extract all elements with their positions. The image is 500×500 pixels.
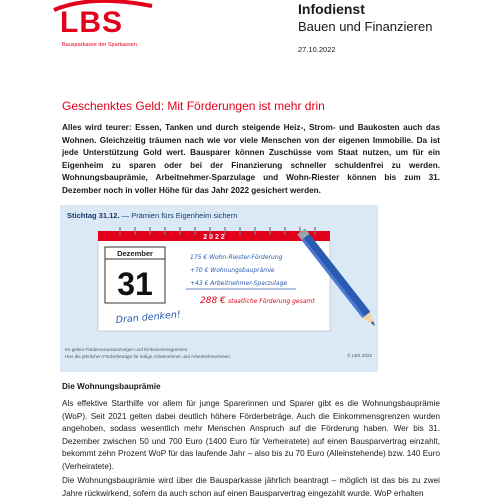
infographic-footnote-1: Es gelten Fördervoraussetzungen und Einkommensgrenzen.	[65, 347, 189, 352]
funding-line-riester: 175 € Wohn-Riester-Förderung	[190, 254, 283, 261]
infographic	[60, 205, 378, 372]
calendar-reminder: Dran denken!	[115, 309, 182, 326]
section-paragraph-2: Die Wohnungsbauprämie wird über die Bausparkasse jährlich beantragt – möglich ist das bis zu zwei Jahre rückwirkend, sofern da auch schon auf einen Bausparvertrag eingezahlt wurde. WoP erhalten	[62, 476, 440, 498]
article-headline: Geschenktes Geld: Mit Förderungen ist mehr drin	[62, 99, 325, 113]
logo-subtitle: Bausparkasse der Sparkassen	[62, 42, 137, 48]
header-date: 27.10.2022	[298, 45, 336, 54]
funding-total-label: staatliche Förderung gesamt	[228, 298, 315, 305]
infographic-footnote-2: Hier die jährlichen Förderbeträge für ledige Arbeitnehmer und Arbeitnehmerinnen.	[65, 354, 231, 359]
funding-line-wop: +70 € Wohnungsbauprämie	[190, 267, 275, 274]
calendar-day: 31	[117, 266, 153, 302]
calendar-year: 2 0 2 2	[203, 234, 225, 241]
section-heading: Die Wohnungsbauprämie	[62, 382, 161, 391]
logo-text: LBS	[60, 6, 123, 39]
infographic-footnote	[65, 346, 231, 360]
article-intro: Alles wird teurer: Essen, Tanken und durch steigende Heiz-, Strom- und Baukosten auch das Wohnen. Gleichzeitig träumen nach wie vor viele Menschen von der eigenen Immobilie. Da ist jede Unterstützung Gold wert. Bausparer können Zuschüsse vom Staat nutzen, um für ein Eigenheim zu sparen oder bei der Finanzierung schneller schuldenfrei zu werden. Wohnungsbauprämie, Arbeitnehmer-Sparzulage und Wohn-Riester können bis zum 31. Dezember noch in voller Höhe für das Jahr 2022 gesichert werden.	[62, 123, 440, 195]
infographic-title-date: Stichtag 31.12.	[67, 211, 120, 220]
funding-total-amount: 288 €	[200, 296, 226, 306]
header-title: Infodienst	[298, 1, 365, 17]
section-paragraph-1: Als effektive Starthilfe vor allem für junge Sparerinnen und Sparer gibt es die Wohnungsbauprämie (WoP). Seit 2021 gelten dabei deutlich höhere Förderbeträge. Auch die Einkommensgrenzen wurden angehoben, sodass wesentlich mehr Menschen Anspruch auf die Förderung haben. Wer bis 31. Dezember zwischen 50 und 700 Euro (1400 Euro für Verheiratete) auf einen Bausparvertrag einzahlt, bekommt zehn Prozent WoP für das laufende Jahr – also bis zu 70 Euro (Alleinstehende) bzw. 140 Euro (Verheiratete).	[62, 399, 440, 471]
funding-line-sparzulage: +43 € Arbeitnehmer-Sparzulage	[190, 280, 288, 287]
calendar-month: Dezember	[117, 249, 153, 258]
infographic-title-text: — Prämien fürs Eigenheim sichern	[119, 211, 238, 220]
header-subtitle: Bauen und Finanzieren	[298, 19, 433, 34]
infographic-copyright: © LBS 2022	[347, 353, 372, 358]
